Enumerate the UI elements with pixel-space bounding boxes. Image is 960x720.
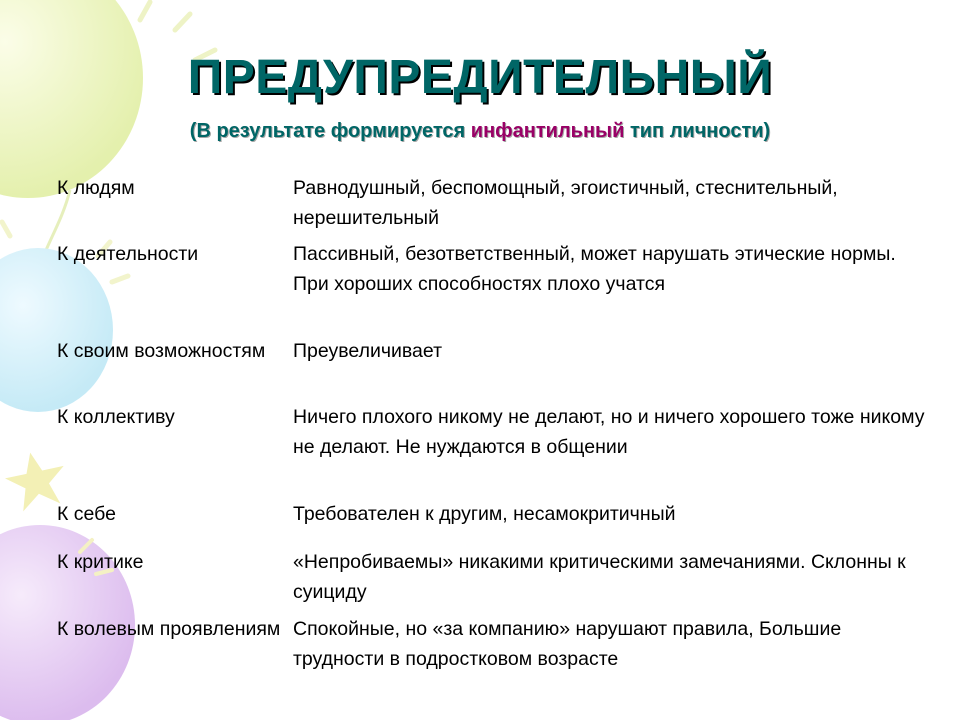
- slide-title: ПРЕДУПРЕДИТЕЛЬНЫЙ: [187, 51, 773, 104]
- row-description: Спокойные, но «за компанию» нарушают правила, Большие трудности в подростковом возрасте: [293, 618, 842, 670]
- row-description: Равнодушный, беспомощный, эгоистичный, стеснительный, нерешительный: [293, 177, 838, 229]
- row-label: К себе: [57, 503, 116, 525]
- balloon-icon: [0, 248, 113, 412]
- subtitle-highlight: инфантильный: [470, 120, 625, 142]
- slide-subtitle: [0, 120, 960, 143]
- subtitle-suffix: тип личности): [624, 120, 771, 142]
- row-description: Пассивный, безответственный, может нарушать этические нормы. При хороших способностях плохо учатся: [293, 243, 896, 295]
- row-description: Ничего плохого никому не делают, но и ничего хорошего тоже никому не делают. Не нуждаются в общении: [293, 406, 925, 458]
- row-label: К коллективу: [57, 406, 175, 428]
- subtitle-prefix: (В результате формируется: [189, 120, 471, 142]
- row-description: Требователен к другим, несамокритичный: [293, 503, 676, 525]
- row-label: К людям: [57, 177, 135, 199]
- row-description: «Непробиваемы» никакими критическими замечаниями. Склонны к суициду: [293, 551, 906, 603]
- row-description: Преувеличивает: [293, 340, 443, 362]
- row-label: К волевым проявлениям: [57, 618, 281, 640]
- row-label: К критике: [57, 551, 144, 573]
- row-label: К своим возможностям: [57, 340, 266, 362]
- row-label: К деятельности: [57, 243, 199, 265]
